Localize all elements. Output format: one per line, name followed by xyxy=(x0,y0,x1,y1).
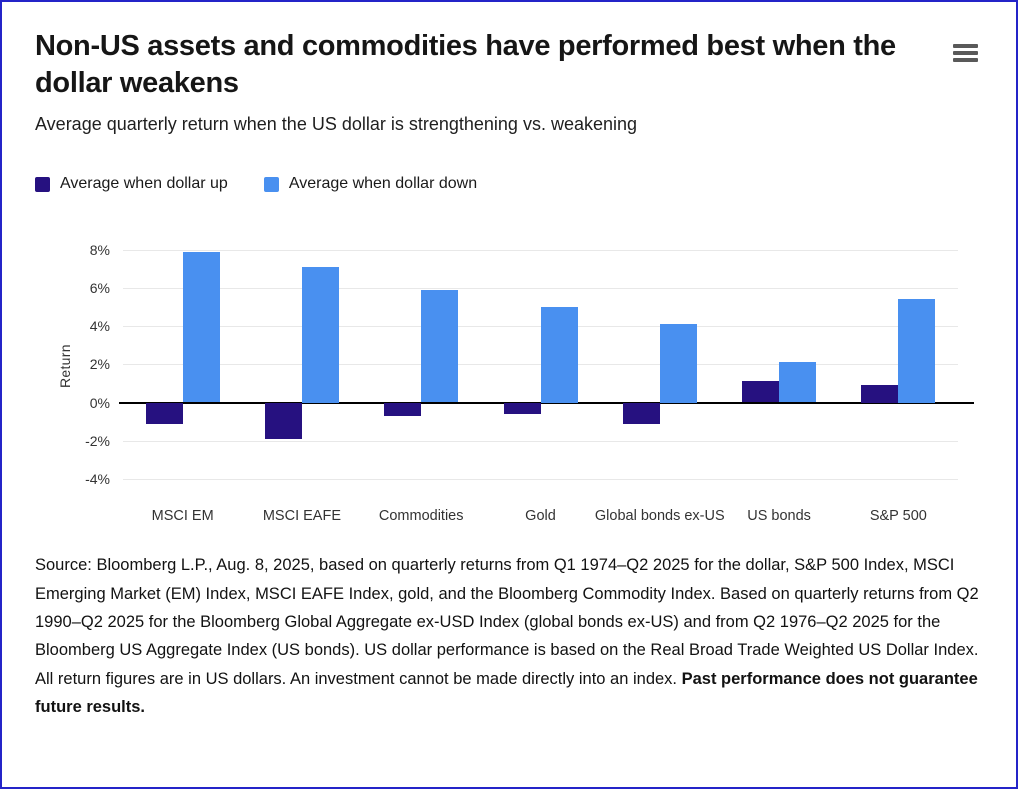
legend-label-dollar-down: Average when dollar down xyxy=(288,175,478,193)
legend-swatch-dollar-up xyxy=(35,177,50,192)
page-title: Non-US assets and commodities have performed best when the dollar weakens xyxy=(35,30,896,100)
gridline-6% xyxy=(123,288,958,289)
legend-item-dollar-up[interactable] xyxy=(35,175,228,193)
bar-s-p-500-dollar-down[interactable] xyxy=(898,299,935,402)
bar-gold-dollar-down[interactable] xyxy=(541,307,578,402)
bar-us-bonds-dollar-up[interactable] xyxy=(742,381,779,402)
gridline--4% xyxy=(123,479,958,480)
gridline--2% xyxy=(123,441,958,442)
y-tick-label-4%: 4% xyxy=(89,318,110,335)
bar-s-p-500-dollar-up[interactable] xyxy=(861,385,898,402)
y-tick-label-2%: 2% xyxy=(89,356,110,373)
y-tick-label-6%: 6% xyxy=(89,279,110,296)
y-tick-label--4%: -4% xyxy=(85,470,110,487)
legend xyxy=(35,175,980,193)
category-label-s-p-500: S&P 500 xyxy=(869,508,927,525)
legend-label-dollar-up: Average when dollar up xyxy=(60,175,228,193)
legend-item-dollar-down[interactable] xyxy=(264,175,477,193)
category-label-us-bonds: US bonds xyxy=(747,508,811,525)
bar-msci-eafe-dollar-up[interactable] xyxy=(265,403,302,439)
category-label-msci-em: MSCI EM xyxy=(151,508,214,525)
bar-msci-em-dollar-down[interactable] xyxy=(183,252,220,403)
bar-commodities-dollar-up[interactable] xyxy=(384,403,421,416)
y-tick-label-0%: 0% xyxy=(89,394,110,411)
menu-bar xyxy=(953,44,978,48)
bar-commodities-dollar-down[interactable] xyxy=(421,290,458,403)
bar-global-bonds-ex-us-dollar-up[interactable] xyxy=(623,403,660,424)
menu-bar xyxy=(953,58,978,62)
legend-swatch-dollar-down xyxy=(264,177,279,192)
y-tick-label-8%: 8% xyxy=(89,241,110,258)
hamburger-menu-icon[interactable] xyxy=(951,38,980,68)
category-label-gold: Gold xyxy=(525,508,556,525)
bar-us-bonds-dollar-down[interactable] xyxy=(779,362,816,402)
chart-subtitle: Average quarterly return when the US dollar is strengthening vs. weakening xyxy=(35,114,638,135)
menu-bar xyxy=(953,51,978,55)
bar-msci-eafe-dollar-down[interactable] xyxy=(302,267,339,403)
disclaimer-text: Past performance does not guarantee future results. xyxy=(35,669,978,717)
plot-area xyxy=(57,239,958,525)
category-label-msci-eafe: MSCI EAFE xyxy=(262,508,341,525)
bar-chart xyxy=(57,239,958,525)
category-label-commodities: Commodities xyxy=(378,508,464,525)
bar-gold-dollar-up[interactable] xyxy=(504,403,541,414)
gridline-8% xyxy=(123,250,958,251)
source-text: Source: Bloomberg L.P., Aug. 8, 2025, based on quarterly returns from Q1 1974–Q2 2025 for the dollar, S&P 500 Index, MSCI Emerging Market (EM) Index, MSCI EAFE Index, gold, and the Bloomberg Commodity Index. Based on quarterly returns from Q2 1990–Q2 2025 for the Bloomberg Global Aggregate ex-USD Index (global bonds ex-US) and from Q2 1976–Q2 2025 for the Bloomberg US Aggregate Index (US bonds). US dollar performance is based on the Real Broad Trade Weighted US Dollar Index. All return figures are in US dollars. An investment cannot be made directly into an index. xyxy=(35,556,979,688)
bar-msci-em-dollar-up[interactable] xyxy=(146,403,183,424)
source-note xyxy=(35,551,980,721)
y-tick-label--2%: -2% xyxy=(85,432,110,449)
y-axis-title: Return xyxy=(57,344,73,389)
bar-global-bonds-ex-us-dollar-down[interactable] xyxy=(660,324,697,402)
category-label-global-bonds-ex-us: Global bonds ex-US xyxy=(594,508,725,525)
header xyxy=(35,28,980,102)
